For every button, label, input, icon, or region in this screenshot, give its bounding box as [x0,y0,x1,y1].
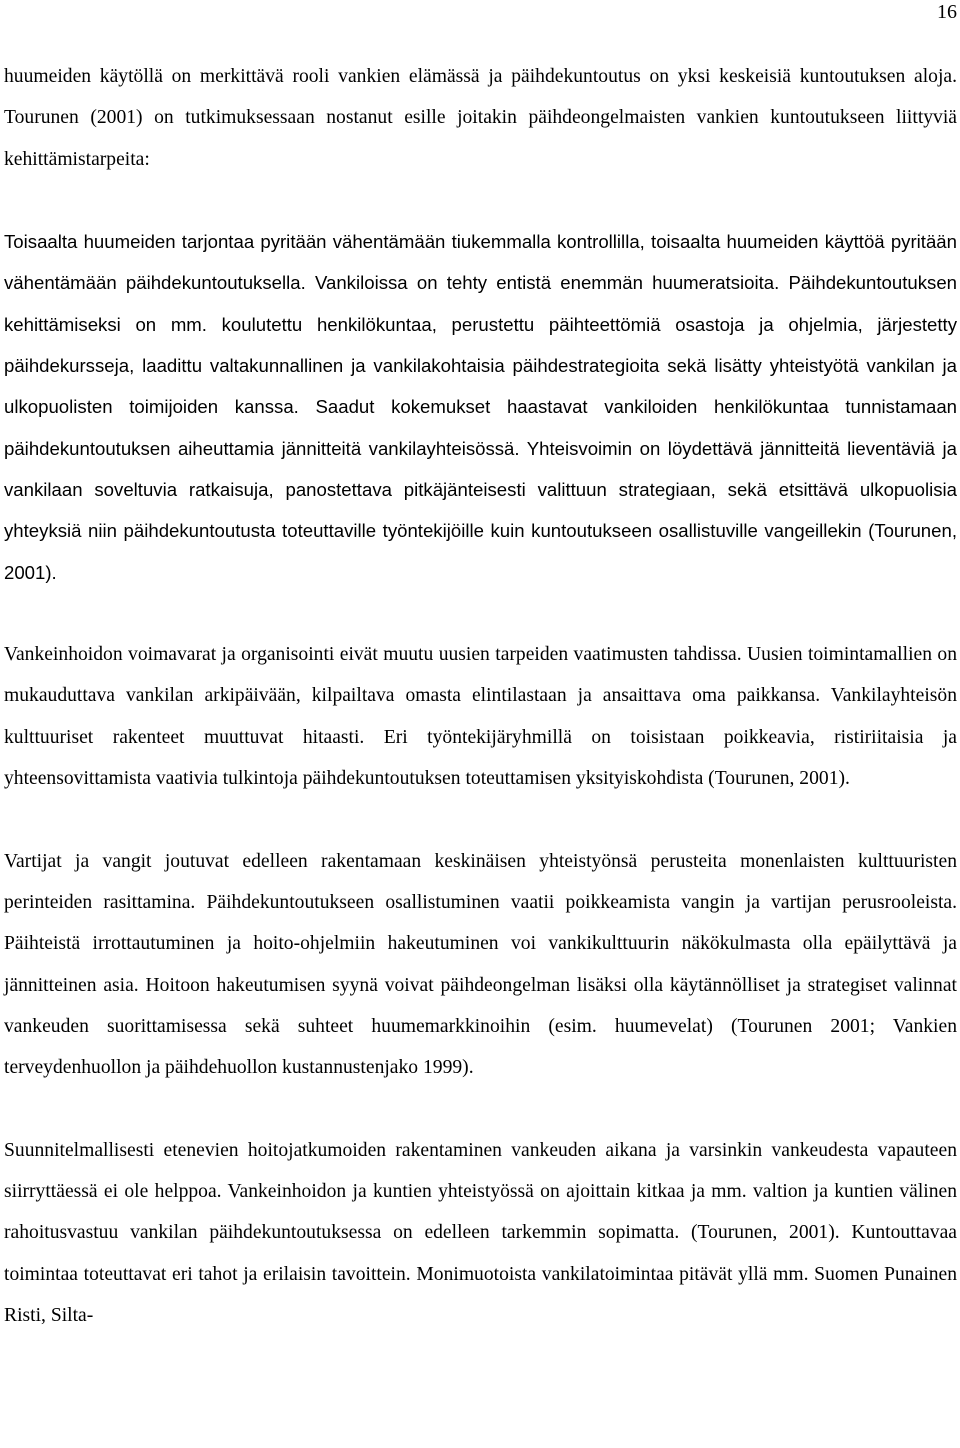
paragraph-resources: Vankeinhoidon voimavarat ja organisointi eivät muutu uusien tarpeiden vaatimusten tahdissa. Uusien toimintamallien on mukauduttava vankilan arkipäivään, kilpailtava omasta elintilastaan ja ansaittava oma paikkansa. Vankilayhteisön kulttuuriset rakenteet muuttuvat hitaasti. Eri työntekijäryhmillä on toisistaan poikkeavia, ristiriitaisia ja yhteensovittamista vaativia tulkintoja päihdekuntoutuksen toteuttamisen yksityiskohdista (Tourunen, 2001). [4,644,957,790]
paragraph-intro: huumeiden käytöllä on merkittävä rooli vankien elämässä ja päihdekuntoutus on yksi keskeisiä kuntoutuksen aloja. Tourunen (2001) on tutkimuksessaan nostanut esille joitakin päihdeongelmaisten vankien kuntoutukseen liittyviä kehittämistarpeita: [4,66,957,170]
paragraph-continuity: Suunnitelmallisesti etenevien hoitojatkumoiden rakentaminen vankeuden aikana ja varsinkin vankeudesta vapauteen siirryttäessä ei ole helppoa. Vankeinhoidon ja kuntien yhteistyössä on ajoittain kitkaa ja mm. valtion ja kuntien välinen rahoitusvastuu vankilan päihdekuntoutuksessa on edelleen tarkemmin sopimatta. (Tourunen, 2001). Kuntouttavaa toimintaa toteuttavat eri tahot ja erilaisin tavoittein. Monimuotoista vankilatoimintaa pitävät yllä mm. Suomen Punainen Risti, Silta- [4,1139,957,1326]
paragraph-quote: Toisaalta huumeiden tarjontaa pyritään vähentämään tiukemmalla kontrollilla, toisaalta huumeiden käyttöä pyritään vähentämään päihdekuntoutuksella. Vankiloissa on tehty entistä enemmän huumeratsioita. Päihdekuntoutuksen kehittämiseksi on mm. koulutettu henkilökuntaa, perustettu päihteettömiä osastoja ja ohjelmia, järjestetty päihdekursseja, laadittu valtakunnallinen ja vankilakohtaisia päihdestrategioita sekä lisätty yhteistyötä vankilan ja ulkopuolisten toimijoiden kanssa. Saadut kokemukset haastavat vankiloiden henkilökuntaa tunnistamaan päihdekuntoutuksen aiheuttamia jännitteitä vankilayhteisössä. Yhteisvoimin on löydettävä jännitteitä lieventäviä ja vankilaan soveltuvia ratkaisuja, panostettava pitkäjänteisesti valittuun strategiaan, sekä etsittävä ulkopuolisia yhteyksiä niin päihdekuntoutusta toteuttaville työntekijöille kuin kuntoutukseen osallistuville vangeillekin (Tourunen, 2001). [4,231,957,583]
paragraph-guards-prisoners: Vartijat ja vangit joutuvat edelleen rakentamaan keskinäisen yhteistyönsä perusteita monenlaisten kulttuuristen perinteiden rasittamina. Päihdekuntoutukseen osallistuminen vaatii poikkeamista vangin ja vartijan perusrooleista. Päihteistä irrottautuminen ja hoito-ohjelmiin hakeutuminen voi vankikulttuurin näkökulmasta olla epäilyttävä ja jännitteinen asia. Hoitoon hakeutumisen syynä voivat päihdeongelman lisäksi olla käytännölliset ja strategiset valinnat vankeuden suorittamisessa sekä suhteet huumemarkkinoihin (esim. huumevelat) (Tourunen 2001; Vankien terveydenhuollon ja päihdehuollon kustannustenjako 1999). [4,850,957,1079]
body-text [4,56,957,1336]
page-number: 16 [937,1,957,23]
